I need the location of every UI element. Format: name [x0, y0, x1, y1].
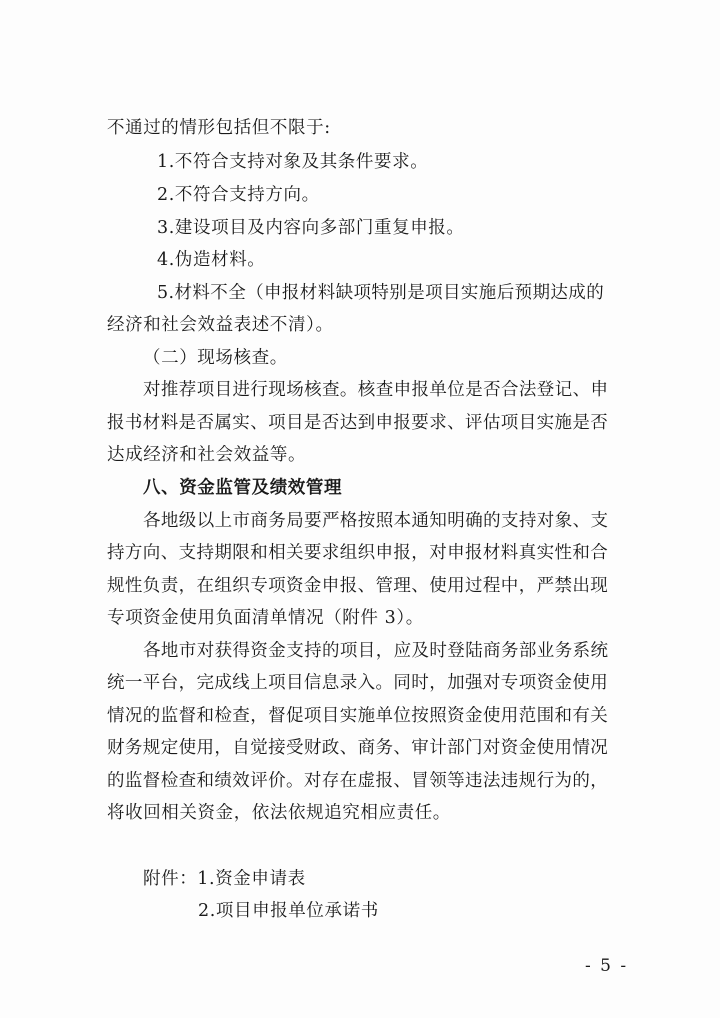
subsection-heading: （二）现场核查。 [143, 348, 288, 368]
paragraph-line: 将收回相关资金，依法依规追究相应责任。 [107, 803, 451, 823]
list-item-2: 2.不符合支持方向。 [157, 185, 320, 205]
list-item-5-continued: 经济和社会效益表述不清）。 [107, 315, 334, 335]
paragraph-line: 持方向、支持期限和相关要求组织申报，对申报材料真实性和合 [107, 543, 609, 563]
section-heading: 八、资金监管及绩效管理 [143, 478, 343, 498]
paragraph-line: 规性负责，在组织专项资金申报、管理、使用过程中，严禁出现 [107, 576, 609, 596]
paragraph-line: 报书材料是否属实、项目是否达到申报要求、评估项目实施是否 [107, 413, 609, 433]
paragraph-line: 专项资金使用负面清单情况（附件 3）。 [107, 608, 424, 628]
list-item-5: 5.材料不全（申报材料缺项特别是项目实施后预期达成的 [157, 283, 605, 303]
paragraph-line: 各地市对获得资金支持的项目，应及时登陆商务部业务系统 [143, 641, 609, 661]
attachment-list-item-1: 附件：1.资金申请表 [143, 869, 306, 889]
attachment-list-item-2: 2.项目申报单位承诺书 [198, 901, 379, 921]
text-line-1: 不通过的情形包括但不限于: [107, 118, 331, 138]
paragraph-line: 统一平台，完成线上项目信息录入。同时，加强对专项资金使用 [107, 673, 609, 693]
paragraph-line: 对推荐项目进行现场核查。核查申报单位是否合法登记、申 [143, 380, 609, 400]
paragraph-line: 达成经济和社会效益等。 [107, 445, 307, 465]
page-number: - 5 - [585, 956, 629, 976]
list-item-4: 4.伪造材料。 [157, 250, 266, 270]
paragraph-line: 的监督检查和绩效评价。对存在虚报、冒领等违法违规行为的， [107, 771, 609, 791]
list-item-1: 1.不符合支持对象及其条件要求。 [157, 152, 429, 172]
paragraph-line: 各地级以上市商务局要严格按照本通知明确的支持对象、支 [143, 511, 609, 531]
paragraph-line: 情况的监督和检查，督促项目实施单位按照资金使用范围和有关 [107, 706, 609, 726]
list-item-3: 3.建设项目及内容向多部门重复申报。 [157, 218, 465, 238]
paragraph-line: 财务规定使用，自觉接受财政、商务、审计部门对资金使用情况 [107, 738, 609, 758]
